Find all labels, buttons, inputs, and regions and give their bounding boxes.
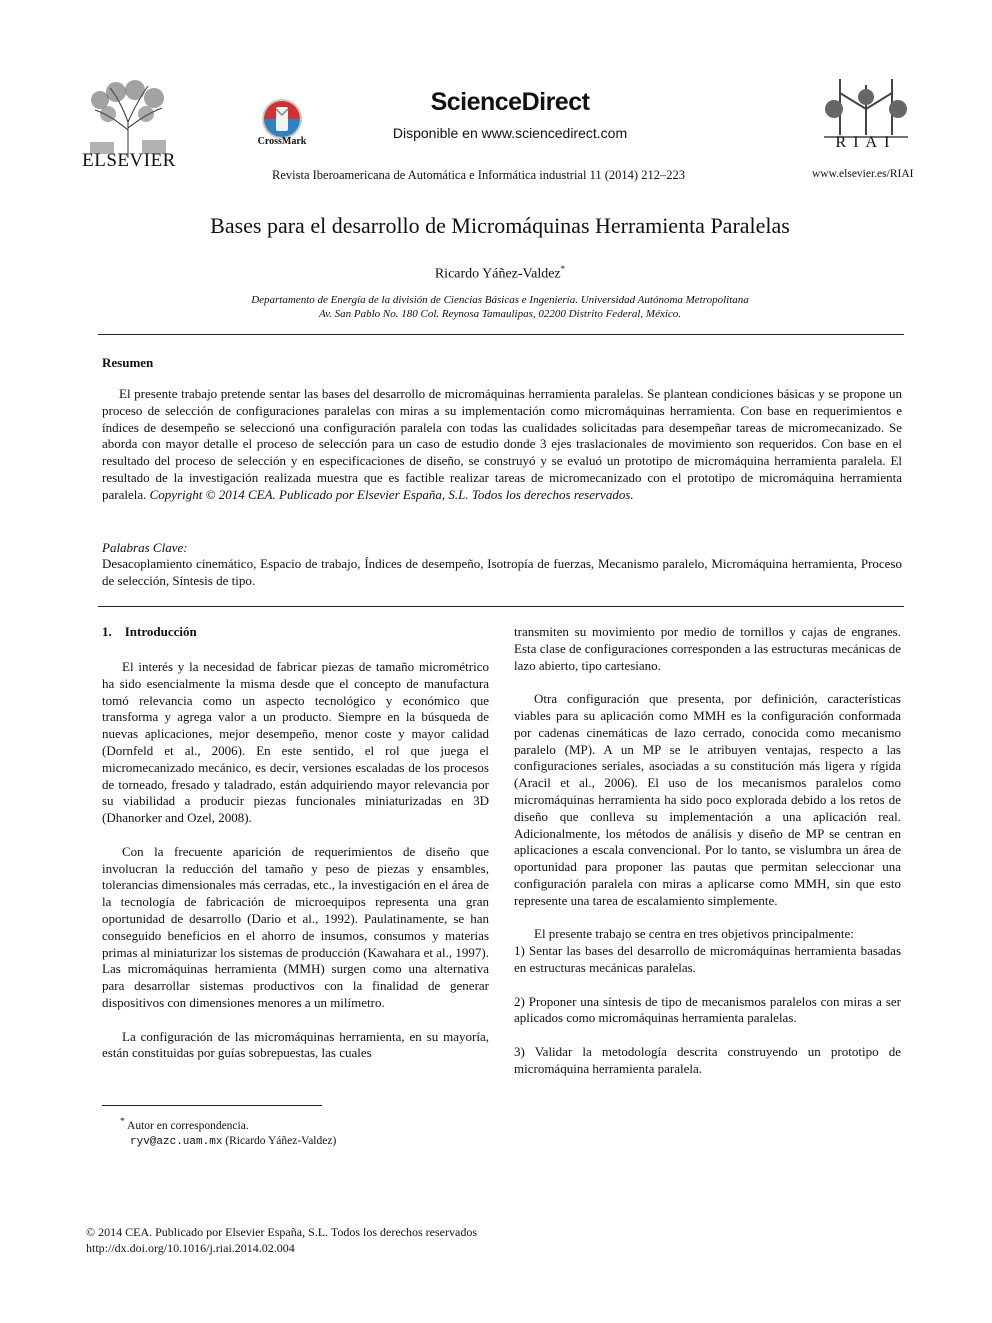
left-column bbox=[102, 659, 489, 1079]
intro-paragraph-4: transmiten su movimiento por medio de tornillos y cajas de engranes. Esta clase de configuraciones corresponden a las estructuras mecánicas de lazo abierto, tipo cartesiano. bbox=[514, 624, 901, 673]
intro-paragraph-1: El interés y la necesidad de fabricar piezas de tamaño micrométrico ha sido esencialmente la misma desde que el concepto de manufactura tomó relevancia como un aspecto tecnológico y económico que transforma y agrega valor a un producto. Siempre en la búsqueda de nuevas aplicaciones, mejor desempeño, menor coste y mayor calidad (Dornfeld et al., 2006). En este sentido, el rol que juega el micromecanizado mecánico, es decir, versiones escaladas de los procesos de torneado, fresado y taladrado, están adquiriendo mayor relevancia por su viabilidad a producir piezas funcionales miniaturizadas en 3D (Dhanorker and Ozel, 2008). bbox=[102, 659, 489, 826]
objectives-intro: El presente trabajo se centra en tres objetivos principalmente: bbox=[534, 926, 854, 942]
author-line bbox=[60, 264, 940, 283]
sciencedirect-availability: Disponible en www.sciencedirect.com bbox=[392, 125, 628, 141]
doi-link[interactable]: http://dx.doi.org/10.1016/j.riai.2014.02.004 bbox=[86, 1241, 295, 1255]
footnote bbox=[120, 1114, 336, 1150]
abstract-copyright: Copyright © 2014 CEA. Publicado por Elsevier España, S.L. Todos los derechos reservados. bbox=[149, 486, 634, 502]
author-email-link[interactable]: ryv@azc.uam.mx bbox=[130, 1135, 223, 1148]
crossmark-label: CrossMark bbox=[257, 136, 307, 147]
objective-1: 1) Sentar las bases del desarrollo de micromáquinas herramienta basadas en estructuras mecánicas paralelas. bbox=[514, 943, 901, 975]
riai-url[interactable]: www.elsevier.es/RIAI bbox=[812, 168, 914, 180]
keywords-heading: Palabras Clave: bbox=[102, 540, 188, 555]
affiliation-line-1: Departamento de Energía de la división de Ciencias Básicas e Ingeniería. Universidad Autónoma Metropolitana bbox=[251, 294, 749, 306]
right-column bbox=[514, 624, 901, 1094]
divider-top bbox=[98, 334, 904, 335]
objective-3: 3) Validar la metodología descrita construyendo un prototipo de micromáquina herramienta paralela. bbox=[514, 1043, 901, 1076]
riai-wordmark: RIAI bbox=[835, 134, 897, 151]
intro-paragraph-5: Otra configuración que presenta, por definición, características viables para su aplicación como MMH es la configuración conformada por cadenas cinemáticas de lazo cerrado, conocida como mecanismo paralelo (MP). A un MP se le atribuyen ventajas, respecto a las configuraciones seriales, asociadas a su constitución más ligera y rígida (Aracil et al., 2006). El uso de los mecanismos paralelos como micromáquinas herramienta ha sido poco explorada debido a los retos de diseño que conlleva su implementación a una aplicación real. Adicionalmente, los métodos de análisis y diseño de MP se centran en aplicaciones a escala convencional. Por lo tanto, se vislumbra un área de oportunidad para proponer las pautas que permitan seleccionar una configuración paralela con miras a aplicarse como MMH, sin que esto represente una tarea de escalamiento simplemente. bbox=[514, 691, 901, 908]
intro-paragraph-3: La configuración de las micromáquinas herramienta, en su mayoría, están constituidas por guías sobrepuestas, las cuales bbox=[102, 1028, 489, 1061]
footnote-email-name: (Ricardo Yáñez-Valdez) bbox=[222, 1134, 337, 1147]
intro-paragraph-2: Con la frecuente aparición de requerimientos de diseño que involucran la reducción del tamaño y peso de piezas y ensambles, tolerancias dimensionales más cerradas, etc., la investigación en el área de la tecnología de fabricación de microequipos representa una gran oportunidad de desarrollo (Dario et al., 1992). Paulatinamente, se han conseguido beneficios en el ahorro de insumos, consumos y materias primas al miniaturizar los sistemas de producción (Kawahara et al., 1997). Las micromáquinas herramienta (MMH) surgen como una alternativa para desarrollar sistemas productivos con la finalidad de generar dispositivos con dimensiones menores a un milímetro. bbox=[102, 843, 489, 1010]
footer-copyright: © 2014 CEA. Publicado por Elsevier España, S.L. Todos los derechos reservados bbox=[86, 1225, 477, 1239]
elsevier-wordmark: ELSEVIER bbox=[82, 150, 176, 171]
affiliation-line-2: Av. San Pablo No. 180 Col. Reynosa Tamaulipas, 02200 Distrito Federal, México. bbox=[318, 308, 682, 320]
author-name[interactable]: Ricardo Yáñez-Valdez bbox=[434, 266, 561, 282]
objective-2: 2) Proponer una síntesis de tipo de mecanismos paralelos con miras a ser aplicados como micromáquinas herramienta paralelas. bbox=[514, 993, 901, 1026]
footer bbox=[86, 1224, 477, 1256]
keywords-body: Desacoplamiento cinemático, Espacio de trabajo, Índices de desempeño, Isotropía de fuerzas, Mecanismo paralelo, Micromáquina herramienta, Proceso de selección, Síntesis de tipo. bbox=[102, 556, 902, 588]
footnote-rule bbox=[102, 1105, 322, 1106]
author-footnote-mark[interactable]: * bbox=[560, 264, 566, 274]
paper-title: Bases para el desarrollo de Micromáquinas Herramienta Paralelas bbox=[210, 213, 790, 238]
abstract-text: El presente trabajo pretende sentar las bases del desarrollo de micromáquinas herramienta paralelas. Se plantean condiciones básicas y se propone un proceso de selección de configuraciones paralelas con miras a su implementación como micromáquinas herramienta. Con base en requerimientos e índices de desempeño se seleccionó una configuración paralela con todas las cualidades solicitadas para desempeñar tareas de micromecanizado. Se aborda con mayor detalle el proceso de selección para un caso de estudio donde 3 ejes traslacionales de movimiento son requeridos. Con base en el resultado del proceso de selección y en especificaciones de diseño, se construyó y se evaluó un prototipo de micromáquina herramienta paralela. El resultado de la investigación realizada muestra que es factible realizar tareas de micromecanizado con el prototipo de micromáquina herramienta paralela. bbox=[102, 386, 902, 502]
journal-citation: Revista Iberoamericana de Automática e Informática industrial 11 (2014) 212–223 bbox=[272, 168, 685, 182]
abstract-body bbox=[102, 386, 902, 504]
sciencedirect-title: ScienceDirect bbox=[430, 88, 590, 116]
footnote-label: Autor en correspondencia. bbox=[124, 1119, 249, 1132]
section-heading-introduccion: 1. Introducción bbox=[102, 624, 197, 639]
footnote-mark: * bbox=[120, 1116, 125, 1127]
abstract-heading: Resumen bbox=[102, 355, 154, 370]
divider-bottom bbox=[98, 606, 904, 607]
